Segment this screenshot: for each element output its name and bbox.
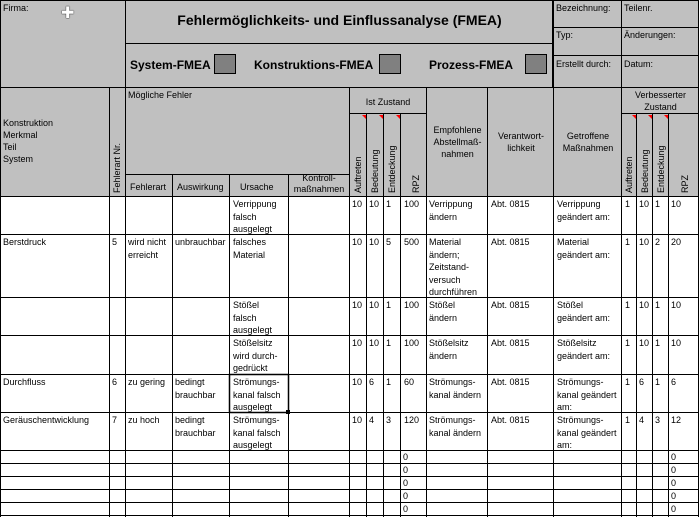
col-ist-zustand: Ist Zustand (365, 97, 411, 107)
cell-empfohlene[interactable]: Stößelsitz ändern (429, 338, 469, 361)
cell-v-rpz[interactable]: 10 (671, 300, 682, 310)
aenderungen-label: Änderungen: (624, 30, 676, 40)
cell-verantwortlichkeit[interactable]: Abt. 0815 (491, 338, 530, 348)
cell-empfohlene[interactable]: Material ändern; Zeitstand- versuch durchführen (429, 237, 478, 297)
col-entdeckung: Entdeckung (387, 145, 397, 193)
cell-teil[interactable]: Geräuschentwicklung (3, 415, 90, 425)
cell-v-rpz[interactable]: 10 (671, 199, 682, 209)
cell-getroffene[interactable]: Strömungs- kanal geändert am: (557, 415, 617, 450)
cell-v-bedeutung[interactable]: 6 (639, 377, 645, 387)
cell-auftreten[interactable]: 10 (352, 415, 363, 425)
cell-auftreten[interactable]: 10 (352, 237, 363, 247)
cell-fehlerart-nr[interactable]: 7 (112, 415, 118, 425)
cell-getroffene[interactable]: Verrippung geändert am: (557, 199, 611, 222)
col-fehlerart-nr: Fehlerart Nr. (112, 142, 122, 193)
cell-fehlerart-nr[interactable]: 5 (112, 237, 118, 247)
col-auswirkung: Auswirkung (177, 182, 224, 192)
cell-v-bedeutung[interactable]: 10 (639, 199, 650, 209)
prozess-fmea-label: Prozess-FMEA (429, 58, 514, 72)
cell-empfohlene[interactable]: Verrippung ändern (429, 199, 473, 222)
cell-v-rpz[interactable]: 10 (671, 338, 682, 348)
cell-rpz[interactable]: 500 (404, 237, 420, 247)
empty-vrpz-1[interactable]: 0 (671, 452, 677, 462)
cell-verantwortlichkeit[interactable]: Abt. 0815 (491, 199, 530, 209)
cell-entdeckung[interactable]: 1 (386, 338, 392, 348)
cell-fehlerart[interactable]: zu hoch (128, 415, 160, 425)
col-verantwortlichkeit: Verantwort- lichkeit (497, 131, 545, 153)
bezeichnung-label: Bezeichnung: (556, 3, 611, 13)
cell-v-rpz[interactable]: 12 (671, 415, 682, 425)
cell-ursache[interactable]: Stößel falsch ausgelegt (233, 300, 273, 335)
cell-v-auftreten[interactable]: 1 (625, 300, 631, 310)
typ-label: Typ: (556, 30, 574, 40)
cell-rpz[interactable]: 100 (404, 199, 420, 209)
cell-auftreten[interactable]: 10 (352, 300, 363, 310)
col-v-auftreten: Auftreten (624, 156, 634, 193)
cell-v-entdeckung[interactable]: 2 (655, 237, 661, 247)
cell-auftreten[interactable]: 10 (352, 338, 363, 348)
empty-vrpz-2[interactable]: 0 (671, 465, 677, 475)
cell-getroffene[interactable]: Strömungs- kanal geändert am: (557, 377, 617, 412)
cell-verantwortlichkeit[interactable]: Abt. 0815 (491, 237, 530, 247)
empty-vrpz-4[interactable]: 0 (671, 491, 677, 501)
cell-v-entdeckung[interactable]: 1 (655, 338, 661, 348)
col-verbesserter: Verbesserter Zustand (634, 90, 687, 112)
cell-v-bedeutung[interactable]: 10 (639, 338, 650, 348)
col-empfohlene: Empfohlene Abstellmaß- nahmen (433, 125, 482, 159)
empty-rpz-4[interactable]: 0 (403, 491, 409, 501)
konstruktions-fmea-label: Konstruktions-FMEA (254, 58, 374, 72)
teilenr-label: Teilenr. (624, 3, 653, 13)
cell-v-entdeckung[interactable]: 1 (655, 377, 661, 387)
cell-ursache[interactable]: Strömungs- kanal falsch ausgelegt (233, 415, 281, 450)
col-v-bedeutung: Bedeutung (640, 149, 650, 193)
cell-v-auftreten[interactable]: 1 (625, 377, 631, 387)
cell-bedeutung[interactable]: 6 (369, 377, 375, 387)
cell-ursache[interactable]: falsches Material (233, 237, 267, 260)
cell-verantwortlichkeit[interactable]: Abt. 0815 (491, 415, 530, 425)
cursor-crosshair-icon: ✚ (61, 5, 75, 22)
cell-entdeckung[interactable]: 1 (386, 300, 392, 310)
empty-rpz-2[interactable]: 0 (403, 465, 409, 475)
cell-rpz[interactable]: 100 (404, 338, 420, 348)
cell-v-rpz[interactable]: 20 (671, 237, 682, 247)
empty-rpz-3[interactable]: 0 (403, 478, 409, 488)
cell-empfohlene[interactable]: Strömungs- kanal ändern (429, 377, 482, 400)
cell-fehlerart-nr[interactable]: 6 (112, 377, 118, 387)
col-ursache: Ursache (240, 182, 274, 192)
cell-entdeckung[interactable]: 5 (386, 237, 392, 247)
empty-rpz-5[interactable]: 0 (403, 504, 409, 514)
cell-v-auftreten[interactable]: 1 (625, 199, 631, 209)
cell-v-entdeckung[interactable]: 3 (655, 415, 661, 425)
cell-getroffene[interactable]: Stößel geändert am: (557, 300, 611, 323)
col-moegliche-fehler: Mögliche Fehler (128, 90, 193, 100)
cell-rpz[interactable]: 60 (404, 377, 415, 387)
cell-auftreten[interactable]: 10 (352, 199, 363, 209)
cell-v-bedeutung[interactable]: 10 (639, 237, 650, 247)
cell-v-rpz[interactable]: 6 (671, 377, 677, 387)
cell-verantwortlichkeit[interactable]: Abt. 0815 (491, 300, 530, 310)
col-kontroll: Kontroll- maßnahmen (293, 173, 345, 194)
cell-bedeutung[interactable]: 10 (369, 300, 380, 310)
cell-v-bedeutung[interactable]: 4 (639, 415, 645, 425)
cell-getroffene[interactable]: Stößelsitz geändert am: (557, 338, 611, 361)
cell-entdeckung[interactable]: 1 (386, 199, 392, 209)
cell-teil[interactable]: Berstdruck (3, 237, 47, 247)
cell-ursache[interactable]: Strömungs- kanal falsch ausgelegt (233, 377, 281, 412)
col-auftreten: Auftreten (353, 156, 363, 193)
cell-empfohlene[interactable]: Stößel ändern (429, 300, 458, 323)
system-fmea-label: System-FMEA (130, 58, 211, 72)
cell-v-auftreten[interactable]: 1 (625, 338, 631, 348)
cell-auswirkung[interactable]: unbrauchbar (175, 237, 226, 247)
cell-v-entdeckung[interactable]: 1 (655, 300, 661, 310)
cell-v-auftreten[interactable]: 1 (625, 415, 631, 425)
empty-vrpz-5[interactable]: 0 (671, 504, 677, 514)
erstellt-durch-label: Erstellt durch: (556, 59, 612, 69)
cell-v-bedeutung[interactable]: 10 (639, 300, 650, 310)
empty-rpz-1[interactable]: 0 (403, 452, 409, 462)
col-konstruktion: Konstruktion Merkmal Teil System (3, 118, 54, 164)
empty-vrpz-3[interactable]: 0 (671, 478, 677, 488)
col-v-rpz: RPZ (680, 175, 690, 193)
cell-entdeckung[interactable]: 3 (386, 415, 392, 425)
cell-teil[interactable]: Durchfluss (3, 377, 46, 387)
cell-getroffene[interactable]: Material geändert am: (557, 237, 611, 260)
cell-entdeckung[interactable]: 1 (386, 377, 392, 387)
datum-label: Datum: (624, 59, 654, 69)
cell-v-entdeckung[interactable]: 1 (655, 199, 661, 209)
firma-label: Firma: (3, 3, 29, 13)
cell-verantwortlichkeit[interactable]: Abt. 0815 (491, 377, 530, 387)
cell-rpz[interactable]: 100 (404, 300, 420, 310)
cell-rpz[interactable]: 120 (404, 415, 420, 425)
cell-empfohlene[interactable]: Strömungs- kanal ändern (429, 415, 482, 438)
page-title: Fehlermöglichkeits- und Einflussanalyse (FMEA) (177, 12, 502, 28)
col-bedeutung: Bedeutung (370, 149, 380, 193)
cell-ursache[interactable]: Verrippung falsch ausgelegt (233, 199, 277, 234)
cell-bedeutung[interactable]: 10 (369, 338, 380, 348)
cell-fehlerart[interactable]: zu gering (128, 377, 166, 387)
fill-handle (286, 410, 290, 414)
cell-bedeutung[interactable]: 10 (369, 199, 380, 209)
cell-bedeutung[interactable]: 10 (369, 237, 380, 247)
col-getroffene: Getroffene Maßnahmen (562, 131, 614, 153)
cell-ursache[interactable]: Stößelsitz wird durch- gedrückt (233, 338, 278, 373)
col-rpz: RPZ (411, 175, 421, 193)
cell-auswirkung[interactable]: bedingt brauchbar (175, 377, 216, 400)
cell-auftreten[interactable]: 10 (352, 377, 363, 387)
cell-v-auftreten[interactable]: 1 (625, 237, 631, 247)
col-v-entdeckung: Entdeckung (656, 145, 666, 193)
col-fehlerart: Fehlerart (130, 182, 167, 192)
cell-bedeutung[interactable]: 4 (369, 415, 375, 425)
cell-auswirkung[interactable]: bedingt brauchbar (175, 415, 216, 438)
cell-fehlerart[interactable]: wird nicht erreicht (128, 237, 167, 260)
